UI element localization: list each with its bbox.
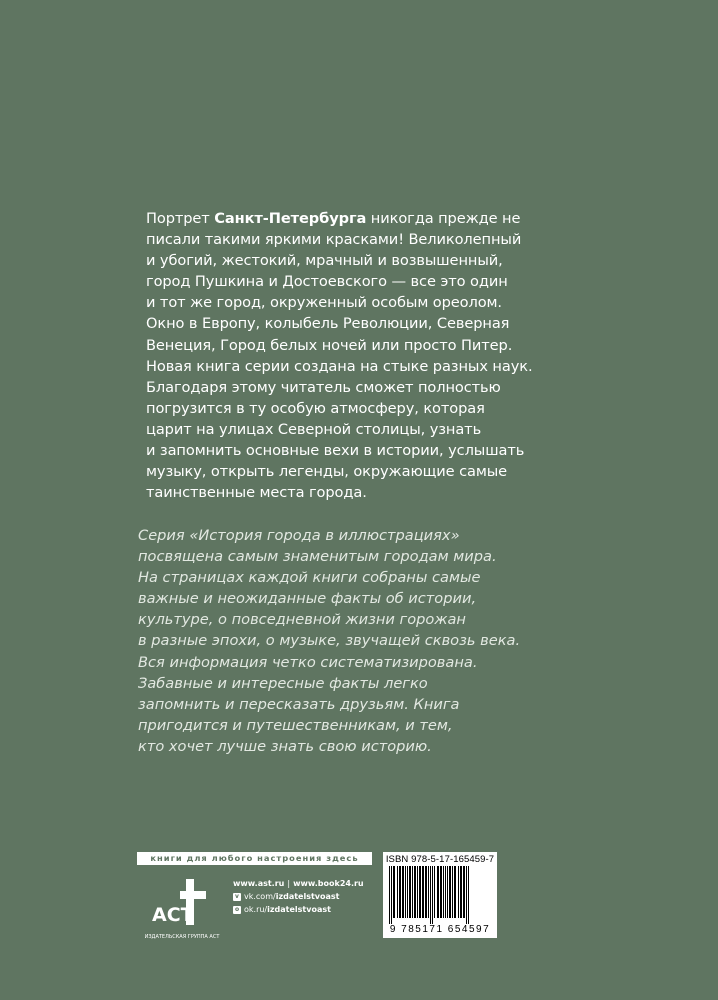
ok-handle: izdatelstvoast xyxy=(267,905,331,914)
description-line: погрузится в ту особую атмосферу, которая xyxy=(146,399,485,417)
barcode-digits: 9 785171 654597 xyxy=(389,924,491,935)
site-separator: | xyxy=(287,879,291,888)
barcode-bar xyxy=(414,866,416,918)
description-line: город Пушкина и Достоевского — все это один xyxy=(146,273,508,291)
barcode-bar xyxy=(460,866,462,918)
vk-handle: izdatelstvoast xyxy=(275,892,340,901)
series-line: посвящена самым знаменитым городам мира. xyxy=(138,548,497,566)
website-row xyxy=(233,877,383,890)
barcode-bar xyxy=(447,866,448,918)
barcode-bar xyxy=(449,866,451,918)
series-line: пригодится и путешественникам, и тем, xyxy=(138,716,453,734)
barcode-box xyxy=(383,852,497,938)
description-line: музыку, открыть легенды, окружающие самые xyxy=(146,463,508,481)
description-line: Венеция, Город белых ночей или просто Питер. xyxy=(146,336,513,354)
barcode-bar xyxy=(454,866,456,918)
barcode-bar xyxy=(468,866,469,924)
barcode-bar xyxy=(422,866,424,918)
description-line: Новая книга серии создана на стыке разных наук. xyxy=(146,357,533,375)
series-line: кто хочет лучше знать свою историю. xyxy=(138,737,432,755)
description-text xyxy=(146,208,533,503)
series-line: На страницах каждой книги собраны самые xyxy=(138,569,481,587)
description-line: Портрет Санкт-Петербурга никогда прежде не xyxy=(146,210,521,227)
site-link-ast[interactable]: www.ast.ru xyxy=(233,879,285,888)
barcode-bar xyxy=(440,866,442,918)
barcode-bar xyxy=(432,866,433,924)
barcode-bar xyxy=(409,866,411,918)
barcode-bars xyxy=(389,866,491,924)
ok-icon: o xyxy=(234,905,240,913)
series-line: культуре, о повседневной жизни горожан xyxy=(138,611,466,629)
series-line: Вся информация четко систематизирована. xyxy=(138,653,478,671)
barcode-bar xyxy=(412,866,413,918)
series-line: запомнить и пересказать друзьям. Книга xyxy=(138,695,460,713)
description-line: царит на улицах Северной столицы, узнать xyxy=(146,420,482,438)
barcode-bar xyxy=(428,866,429,918)
description-line: и тот же город, окруженный особым ореолом. xyxy=(146,294,502,312)
barcode-bar xyxy=(443,866,444,918)
barcode-bar xyxy=(393,866,395,918)
barcode-bar xyxy=(391,866,392,924)
barcode-bar xyxy=(463,866,465,918)
barcode-bar xyxy=(425,866,427,918)
barcode-bar xyxy=(458,866,459,918)
barcode-bar xyxy=(407,866,408,918)
barcode-bar xyxy=(402,866,404,918)
description-line: Окно в Европу, колыбель Революции, Северная xyxy=(146,315,510,333)
publisher-tagline: книги для любого настроения здесь xyxy=(137,852,372,865)
series-description xyxy=(138,525,521,757)
barcode-bar xyxy=(434,866,435,918)
barcode-bar xyxy=(389,866,390,924)
isbn-text: ISBN 978-5-17-165459-7 xyxy=(385,854,495,865)
publisher-caption: ИЗДАТЕЛЬСКАЯ ГРУППА АСТ xyxy=(144,934,220,940)
description-line: и запомнить основные вехи в истории, услышать xyxy=(146,442,525,460)
series-line: Серия «История города в иллюстрациях» xyxy=(138,527,460,544)
barcode-bar xyxy=(452,866,453,918)
description-line: и убогий, жестокий, мрачный и возвышенный, xyxy=(146,252,503,270)
description-line: Благодаря этому читатель сможет полностью xyxy=(146,378,501,396)
vk-row[interactable] xyxy=(233,890,383,903)
site-link-book24[interactable]: www.book24.ru xyxy=(293,879,364,888)
barcode-bar xyxy=(445,866,446,918)
barcode-bar xyxy=(419,866,421,918)
description-line: таинственные места города. xyxy=(146,484,367,502)
publisher-links xyxy=(233,877,383,916)
barcode-bar xyxy=(466,866,467,924)
series-line: Забавные и интересные факты легко xyxy=(138,674,428,692)
ok-prefix: ok.ru/ xyxy=(244,905,268,914)
barcode-bar xyxy=(399,866,401,918)
barcode-bar xyxy=(430,866,431,924)
vk-prefix: vk.com/ xyxy=(244,892,276,901)
description-line: писали такими яркими красками! Великолепный xyxy=(146,231,522,249)
barcode-bar xyxy=(397,866,398,918)
ast-logo xyxy=(150,873,210,933)
vk-icon: v xyxy=(233,893,241,901)
series-line: важные и неожиданные факты об истории, xyxy=(138,590,477,608)
series-line: в разные эпохи, о музыке, звучащей сквозь века. xyxy=(138,632,521,650)
ok-row[interactable] xyxy=(233,903,383,916)
barcode-bar xyxy=(437,866,439,918)
barcode-bar xyxy=(405,866,406,918)
logo-text: АСТ xyxy=(152,904,194,926)
barcode-bar xyxy=(417,866,418,918)
